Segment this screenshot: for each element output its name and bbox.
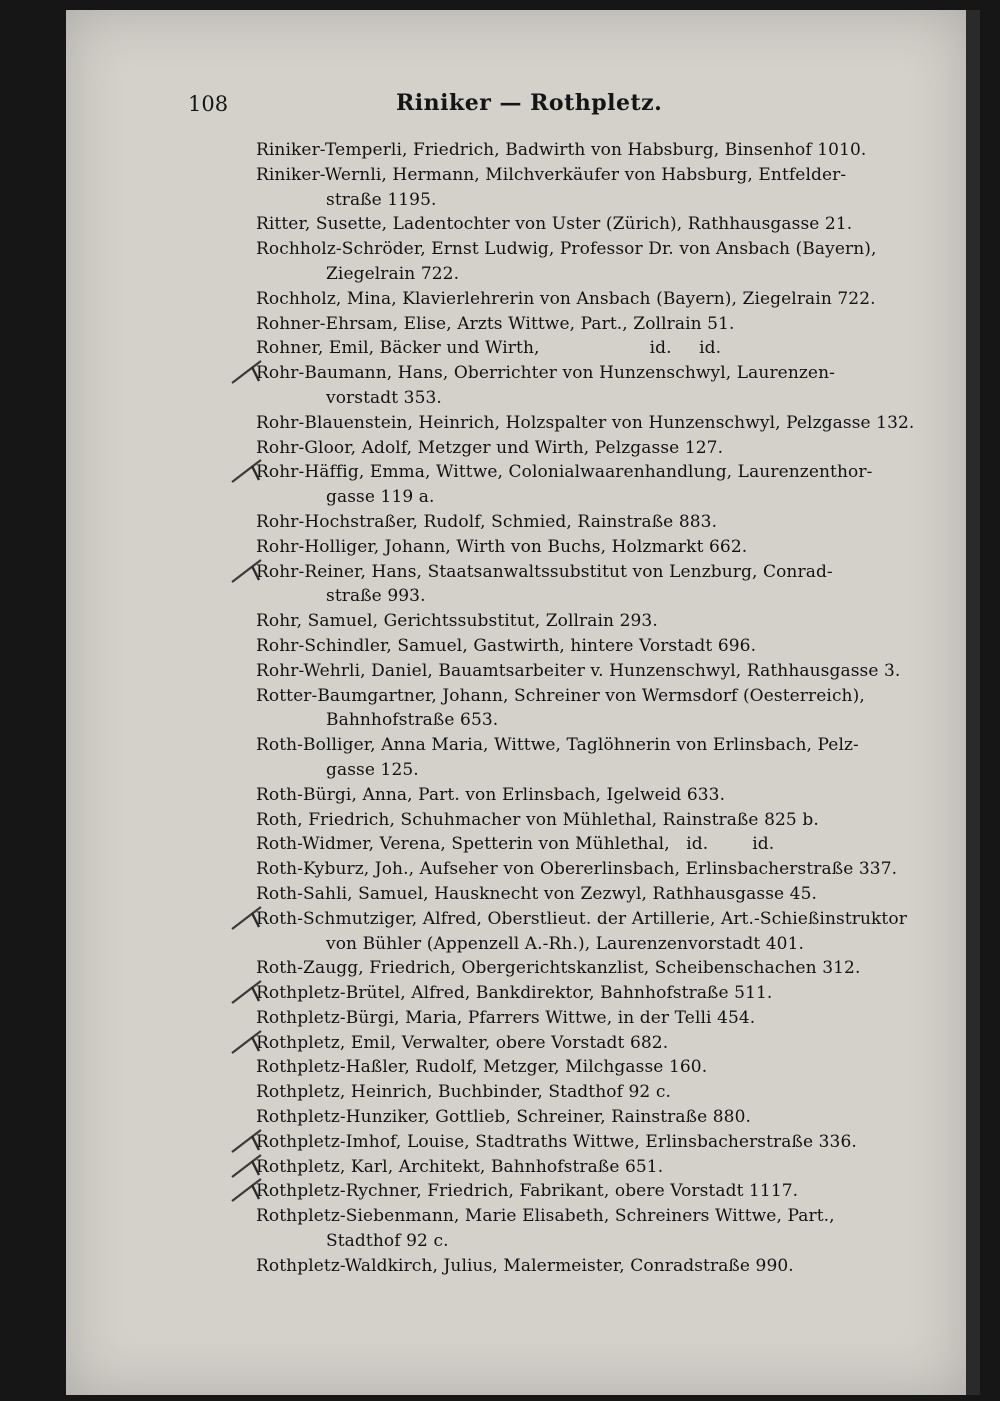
entry-continuation-line: straße 993. [326, 586, 426, 607]
directory-entry [186, 1254, 966, 1279]
entry-line: Roth-Kyburz, Joh., Aufseher von Obererlinsbach, Erlinsbacherstraße 337. [256, 859, 898, 880]
entry-line: Rothpletz-Haßler, Rudolf, Metzger, Milchgasse 160. [256, 1057, 708, 1078]
entry-line: Rohr-Baumann, Hans, Oberrichter von Hunzenschwyl, Laurenzen- [256, 363, 835, 384]
page-header [66, 92, 966, 122]
directory-entry [186, 857, 966, 882]
running-head: Riniker — Rothpletz. [396, 90, 663, 116]
pencil-cross-mark-icon [228, 1153, 264, 1179]
entry-line: Rothpletz-Hunziker, Gottlieb, Schreiner, Rainstraße 880. [256, 1107, 751, 1128]
directory-entry [186, 882, 966, 907]
directory-entry [186, 634, 966, 659]
directory-entry [186, 1080, 966, 1105]
book-page [66, 10, 966, 1395]
directory-entry [186, 411, 966, 436]
entry-line: Rothpletz, Karl, Architekt, Bahnhofstraße 651. [256, 1156, 664, 1177]
entry-continuation-line: straße 1195. [326, 189, 437, 210]
directory-entry [186, 237, 966, 287]
pencil-cross-mark-icon [228, 1177, 264, 1203]
entry-line: Riniker-Temperli, Friedrich, Badwirth von Habsburg, Binsenhof 1010. [256, 140, 867, 160]
entry-line: Roth-Sahli, Samuel, Hausknecht von Zezwyl, Rathhausgasse 45. [256, 883, 818, 904]
pencil-cross-mark-icon [228, 979, 264, 1005]
entry-line: Rohner, Emil, Bäcker und Wirth, id. id. [256, 338, 722, 359]
directory-entry [186, 535, 966, 560]
entry-line: Rochholz, Mina, Klavierlehrerin von Ansbach (Bayern), Ziegelrain 722. [256, 288, 876, 309]
entry-continuation-line: Bahnhofstraße 653. [326, 710, 499, 731]
directory-entries [186, 138, 966, 1279]
directory-entry [186, 560, 966, 610]
directory-entry [186, 138, 966, 163]
directory-entry [186, 1031, 966, 1056]
directory-entry [186, 1179, 966, 1204]
directory-entry [186, 436, 966, 461]
directory-entry [186, 1204, 966, 1254]
entry-continuation-line: Ziegelrain 722. [326, 263, 460, 284]
entry-line: Rohr-Hochstraßer, Rudolf, Schmied, Rainstraße 883. [256, 511, 718, 532]
entry-line: Roth, Friedrich, Schuhmacher von Mühlethal, Rainstraße 825 b. [256, 809, 819, 830]
directory-entry [186, 163, 966, 213]
pencil-cross-mark-icon [228, 359, 264, 385]
entry-line: Rothpletz-Imhof, Louise, Stadtraths Wittwe, Erlinsbacherstraße 336. [256, 1131, 857, 1152]
directory-entry [186, 684, 966, 734]
entry-line: Rohr-Wehrli, Daniel, Bauamtsarbeiter v. Hunzenschwyl, Rathhausgasse 3. [256, 660, 901, 681]
entry-line: Rothpletz-Bürgi, Maria, Pfarrers Wittwe, in der Telli 454. [256, 1007, 756, 1028]
page-number: 108 [188, 92, 229, 116]
pencil-cross-mark-icon [228, 558, 264, 584]
entry-line: Rohner-Ehrsam, Elise, Arzts Wittwe, Part., Zollrain 51. [256, 313, 735, 334]
entry-line: Rohr-Gloor, Adolf, Metzger und Wirth, Pelzgasse 127. [256, 437, 724, 458]
entry-line: Roth-Schmutziger, Alfred, Oberstlieut. der Artillerie, Art.-Schießinstruktor [256, 908, 907, 929]
page-edge [966, 10, 980, 1395]
entry-continuation-line: gasse 119 a. [326, 487, 435, 508]
pencil-cross-mark-icon [228, 1029, 264, 1055]
entry-line: Riniker-Wernli, Hermann, Milchverkäufer von Habsburg, Entfelder- [256, 164, 847, 185]
entry-line: Rothpletz, Emil, Verwalter, obere Vorstadt 682. [256, 1032, 669, 1053]
entry-continuation-line: Stadthof 92 c. [326, 1231, 449, 1252]
directory-entry [186, 808, 966, 833]
entry-line: Rothpletz-Rychner, Friedrich, Fabrikant, obere Vorstadt 1117. [256, 1181, 799, 1202]
directory-entry [186, 832, 966, 857]
entry-line: Rothpletz-Brütel, Alfred, Bankdirektor, Bahnhofstraße 511. [256, 983, 773, 1004]
pencil-cross-mark-icon [228, 905, 264, 931]
directory-entry [186, 1055, 966, 1080]
directory-entry [186, 956, 966, 981]
directory-entry [186, 361, 966, 411]
entry-line: Rothpletz, Heinrich, Buchbinder, Stadthof 92 c. [256, 1082, 671, 1103]
entry-line: Roth-Zaugg, Friedrich, Obergerichtskanzlist, Scheibenschachen 312. [256, 958, 861, 979]
entry-line: Rohr, Samuel, Gerichtssubstitut, Zollrain 293. [256, 611, 658, 632]
directory-entry [186, 1130, 966, 1155]
entry-continuation-line: vorstadt 353. [326, 387, 442, 408]
entry-line: Rothpletz-Siebenmann, Marie Elisabeth, Schreiners Wittwe, Part., [256, 1206, 835, 1227]
entry-line: Rohr-Holliger, Johann, Wirth von Buchs, Holzmarkt 662. [256, 536, 748, 557]
entry-line: Rohr-Schindler, Samuel, Gastwirth, hintere Vorstadt 696. [256, 635, 757, 656]
entry-continuation-line: gasse 125. [326, 759, 419, 780]
directory-entry [186, 907, 966, 957]
directory-entry [186, 212, 966, 237]
directory-entry [186, 659, 966, 684]
entry-line: Rotter-Baumgartner, Johann, Schreiner von Wermsdorf (Oesterreich), [256, 685, 865, 706]
entry-line: Roth-Bolliger, Anna Maria, Wittwe, Taglöhnerin von Erlinsbach, Pelz- [256, 735, 859, 756]
entry-line: Rohr-Blauenstein, Heinrich, Holzspalter von Hunzenschwyl, Pelzgasse 132. [256, 412, 915, 433]
directory-entry [186, 1155, 966, 1180]
directory-entry [186, 460, 966, 510]
entry-line: Rohr-Reiner, Hans, Staatsanwaltssubstitut von Lenzburg, Conrad- [256, 561, 833, 582]
directory-entry [186, 981, 966, 1006]
entry-line: Rohr-Häffig, Emma, Wittwe, Colonialwaarenhandlung, Laurenzenthor- [256, 462, 873, 483]
entry-continuation-line: von Bühler (Appenzell A.-Rh.), Laurenzenvorstadt 401. [326, 933, 805, 954]
directory-entry [186, 312, 966, 337]
entry-line: Rochholz-Schröder, Ernst Ludwig, Professor Dr. von Ansbach (Bayern), [256, 239, 877, 260]
directory-entry [186, 336, 966, 361]
directory-entry [186, 510, 966, 535]
directory-entry [186, 1105, 966, 1130]
directory-entry [186, 783, 966, 808]
directory-entry [186, 733, 966, 783]
entry-line: Roth-Bürgi, Anna, Part. von Erlinsbach, Igelweid 633. [256, 784, 726, 805]
directory-entry [186, 287, 966, 312]
directory-entry [186, 1006, 966, 1031]
entry-line: Roth-Widmer, Verena, Spetterin von Mühlethal, id. id. [256, 834, 775, 855]
directory-entry [186, 609, 966, 634]
pencil-cross-mark-icon [228, 458, 264, 484]
entry-line: Rothpletz-Waldkirch, Julius, Malermeister, Conradstraße 990. [256, 1255, 794, 1276]
entry-line: Ritter, Susette, Ladentochter von Uster (Zürich), Rathhausgasse 21. [256, 214, 853, 235]
pencil-cross-mark-icon [228, 1128, 264, 1154]
